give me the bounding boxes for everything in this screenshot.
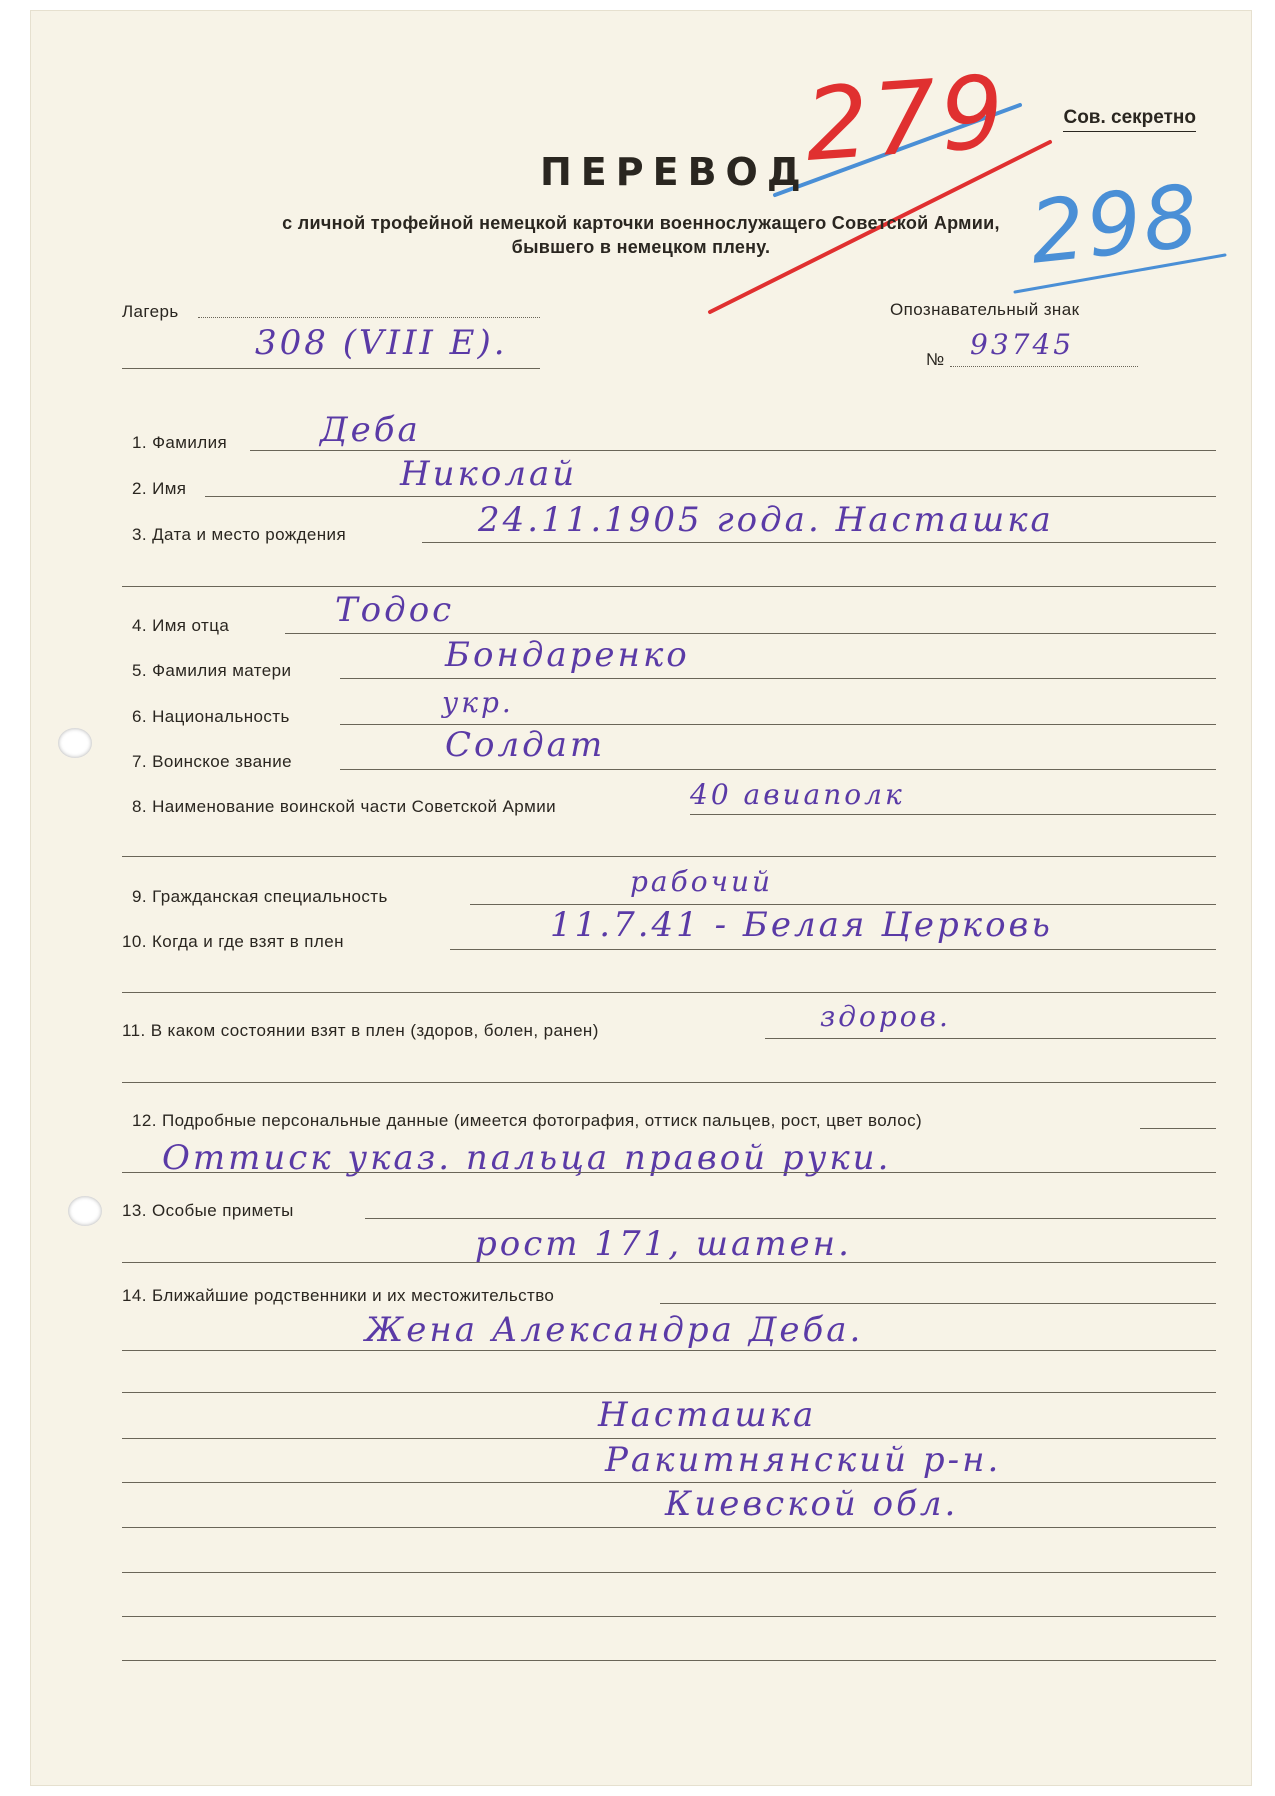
id-dots — [950, 366, 1138, 367]
field-4-value: Тодос — [335, 590, 455, 630]
field-12-value: Оттиск указ. пальца правой руки. — [162, 1138, 892, 1178]
field-5-label: 5. Фамилия матери — [132, 661, 292, 680]
camp-dots — [198, 317, 540, 318]
field-13-rule — [365, 1218, 1216, 1219]
field-13-rule-2 — [122, 1262, 1216, 1263]
field-14-value-line-4: Киевской обл. — [665, 1484, 959, 1524]
field-8-rule-2 — [122, 856, 1216, 857]
field-2-label: 2. Имя — [132, 479, 187, 498]
blue-pencil-number: 298 — [1025, 166, 1205, 284]
field-14-value-line-3: Ракитнянский р-н. — [605, 1440, 1002, 1480]
field-11-label: 11. В каком состоянии взят в плен (здоров, болен, ранен) — [122, 1021, 599, 1040]
field-2-rule — [205, 496, 1216, 497]
field-10-rule — [450, 949, 1216, 950]
id-tag-value: 93745 — [970, 328, 1075, 361]
field-12-rule — [1140, 1128, 1216, 1129]
subtitle-line-2: бывшего в немецком плену. — [511, 237, 771, 257]
field-3-value: 24.11.1905 года. Насташка — [478, 500, 1054, 540]
field-7-value: Солдат — [445, 725, 606, 765]
field-3-rule-2 — [122, 586, 1216, 587]
field-14-label: 14. Ближайшие родственники и их местожительство — [122, 1286, 555, 1305]
subtitle-line-1: с личной трофейной немецкой карточки военнослужащего Советской Армии, — [282, 213, 1000, 233]
field-10-label: 10. Когда и где взят в плен — [122, 932, 344, 951]
field-8-label: 8. Наименование воинской части Советской Армии — [132, 797, 557, 816]
field-5-rule — [340, 678, 1216, 679]
field-1-label: 1. Фамилия — [132, 433, 228, 452]
classification-label: Сов. секретно — [1063, 107, 1196, 132]
field-4-rule — [285, 633, 1216, 634]
field-11-rule-2 — [122, 1082, 1216, 1083]
field-9-label: 9. Гражданская специальность — [132, 887, 388, 906]
field-11-rule — [765, 1038, 1216, 1039]
relatives-rule-1 — [122, 1350, 1216, 1351]
document-title: ПЕРЕВОД — [540, 150, 810, 194]
field-2-value: Николай — [400, 454, 578, 494]
field-9-value: рабочий — [630, 865, 774, 898]
field-10-rule-2 — [122, 992, 1216, 993]
field-12-label: 12. Подробные персональные данные (имеется фотография, оттиск пальцев, рост, цвет волос) — [132, 1111, 923, 1130]
field-6-label: 6. Национальность — [132, 707, 290, 726]
camp-label: Лагерь — [122, 302, 179, 321]
field-5-value: Бондаренко — [445, 635, 690, 675]
relatives-rule-6 — [122, 1572, 1216, 1573]
field-14-value-line-1: Жена Александра Деба. — [365, 1310, 864, 1350]
relatives-rule-2 — [122, 1392, 1216, 1393]
field-3-rule — [422, 542, 1216, 543]
field-14-rule — [660, 1303, 1216, 1304]
field-11-value: здоров. — [820, 1000, 951, 1033]
field-13-value: рост 171, шатен. — [475, 1224, 852, 1264]
field-3-label: 3. Дата и место рождения — [132, 525, 347, 544]
field-8-value: 40 авиаполк — [690, 778, 905, 811]
document-sheet — [30, 10, 1252, 1786]
red-pencil-number: 279 — [801, 53, 1012, 184]
field-1-value: Деба — [320, 410, 421, 450]
field-7-rule — [340, 769, 1216, 770]
field-14-value-line-2: Насташка — [598, 1395, 817, 1435]
camp-value: 308 (VIII E). — [255, 323, 508, 363]
field-12-rule-2 — [122, 1172, 1216, 1173]
camp-rule — [122, 368, 540, 369]
field-7-label: 7. Воинское звание — [132, 752, 292, 771]
punch-hole-lower — [68, 1196, 102, 1226]
field-10-value: 11.7.41 - Белая Церковь — [550, 905, 1053, 945]
relatives-rule-5 — [122, 1527, 1216, 1528]
relatives-rule-7 — [122, 1616, 1216, 1617]
relatives-rule-3 — [122, 1438, 1216, 1439]
field-6-value: укр. — [442, 686, 514, 719]
id-tag-label: Опознавательный знак — [890, 300, 1080, 319]
field-8-rule — [690, 814, 1216, 815]
field-13-label: 13. Особые приметы — [122, 1201, 294, 1220]
relatives-rule-4 — [122, 1482, 1216, 1483]
id-number-sign: № — [926, 350, 945, 369]
relatives-rule-8 — [122, 1660, 1216, 1661]
punch-hole-upper — [58, 728, 92, 758]
field-1-rule — [250, 450, 1216, 451]
field-4-label: 4. Имя отца — [132, 616, 230, 635]
